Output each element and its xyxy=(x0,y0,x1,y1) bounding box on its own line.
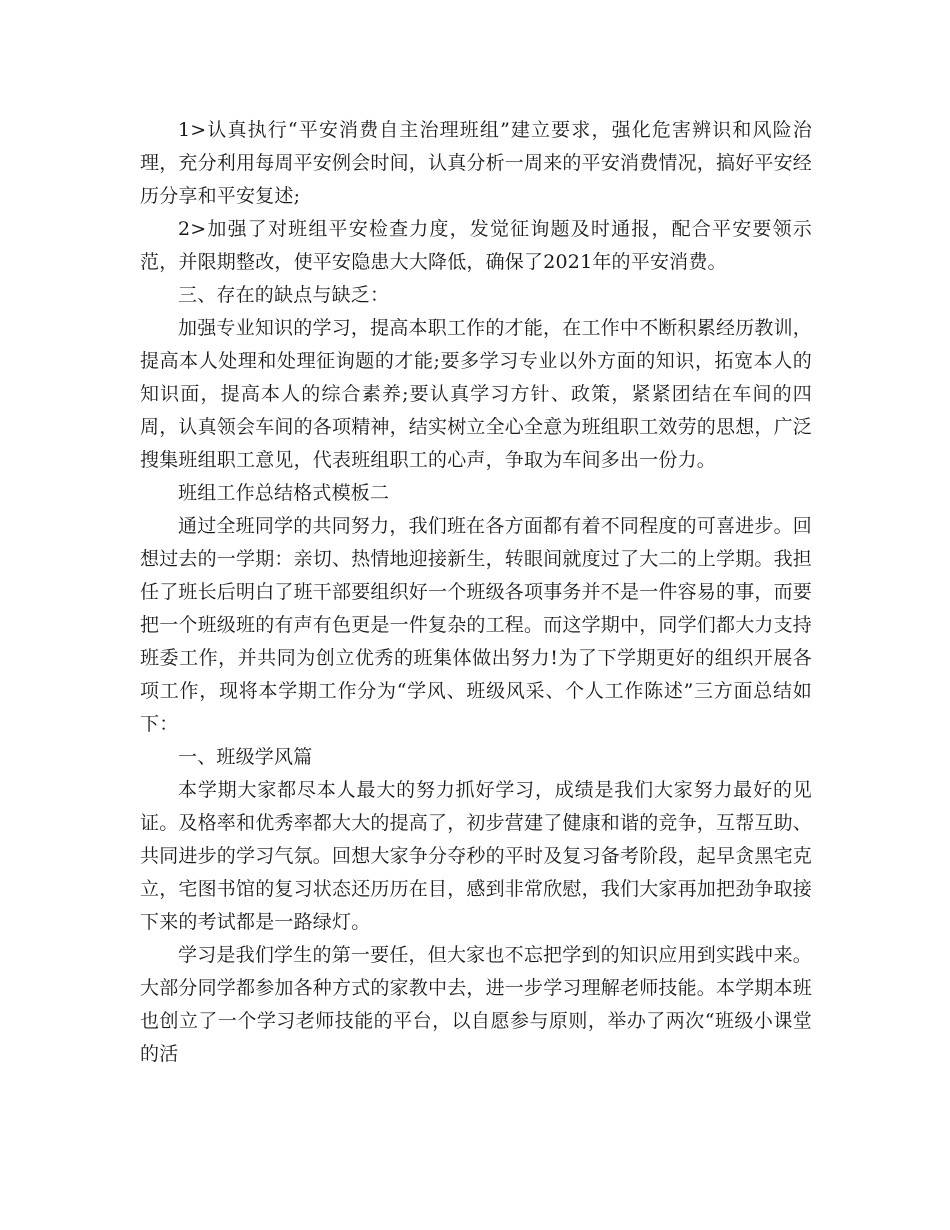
paragraph-item-2: 2>加强了对班组平安检查力度，发觉征询题及时通报，配合平安要领示范，并限期整改，使平安隐患大大降低，确保了2021年的平安消费。 xyxy=(140,218,812,273)
paragraph-study-effort: 本学期大家都尽本人最大的努力抓好学习，成绩是我们大家努力最好的见证。及格率和优秀率都大大的提高了，初步营建了健康和谐的竞争，互帮互助、共同进步的学习气氛。回想大家争分夺秒的平时及复习备考阶段，起早贪黑宅克立，宅图书馆的复习状态还历历在目，感到非常欣慰，我们大家再加把劲争取接下来的考试都是一路绿灯。 xyxy=(140,779,813,933)
template-two-title: 班组工作总结格式模板二 xyxy=(178,482,390,504)
section-heading-shortcomings: 三、存在的缺点与缺乏： xyxy=(178,284,390,306)
section-heading-study-style: 一、班级学风篇 xyxy=(178,746,313,768)
paragraph-study-practice: 学习是我们学生的第一要任，但大家也不忘把学到的知识应用到实践中来。大部分同学都参加各种方式的家教中去，进一步学习理解老师技能。本学期本班也创立了一个学习老师技能的平台，以自愿参与原则，举办了两次“班级小课堂的活 xyxy=(140,944,813,1065)
document-body xyxy=(140,114,812,1071)
paragraph-shortcomings: 加强专业知识的学习，提高本职工作的才能，在工作中不断积累经历教训，提高本人处理和处理征询题的才能;要多学习专业以外方面的知识，拓宽本人的知识面，提高本人的综合素养;要认真学习方针、政策，紧紧团结在车间的四周，认真领会车间的各项精神，结实树立全心全意为班组职工效劳的思想，广泛搜集班组职工意见，代表班组职工的心声，争取为车间多出一份力。 xyxy=(140,317,813,471)
paragraph-intro: 通过全班同学的共同努力，我们班在各方面都有着不同程度的可喜进步。回想过去的一学期：亲切、热情地迎接新生，转眼间就度过了大二的上学期。我担任了班长后明白了班干部要组织好一个班级各项事务并不是一件容易的事，而要把一个班级班的有声有色更是一件复杂的工程。而这学期中，同学们都大力支持班委工作，并共同为创立优秀的班集体做出努力!为了下学期更好的组织开展各项工作，现将本学期工作分为“学风、班级风采、个人工作陈述”三方面总结如下： xyxy=(140,515,813,735)
paragraph-item-1: 1>认真执行“平安消费自主治理班组”建立要求，强化危害辨识和风险治理，充分利用每周平安例会时间，认真分析一周来的平安消费情况，搞好平安经历分享和平安复述; xyxy=(140,119,813,207)
